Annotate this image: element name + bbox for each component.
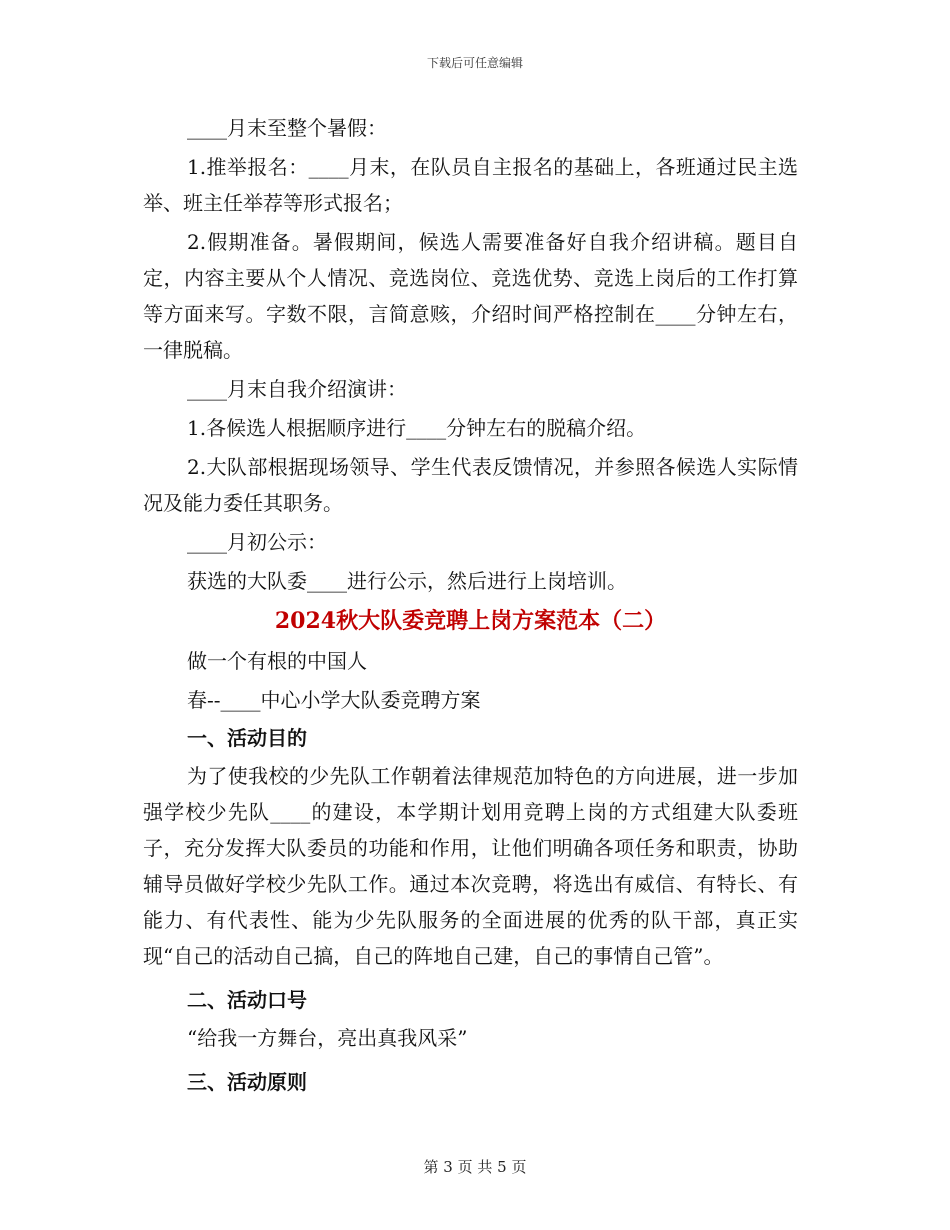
paragraph: 1.各候选人根据顺序进行____分钟左右的脱稿介绍。 — [187, 416, 647, 440]
paragraph: 2.大队部根据现场领导、学生代表反馈情况，并参照各候选人实际情况及能力委任其职务。 — [143, 455, 798, 515]
section-title: 2024秋大队委竞聘上岗方案范本（二） — [274, 608, 667, 634]
paragraph: ____月末自我介绍演讲： — [187, 377, 407, 401]
paragraph: 为了使我校的少先队工作朝着法律规范加特色的方向进展，进一步加强学校少先队____的建设，本学期计划用竞聘上岗的方式组建大队委班子，充分发挥大队委员的功能和作用，让他们明确各项任务和职责，协助辅导员做好学校少先队工作。通过本次竞聘，将选出有威信、有特长、有能力、有代表性、能为少先队服务的全面进展的优秀的队干部，真正实现“自己的活动自己搞，自己的阵地自己建，自己的事情自己管”。 — [143, 764, 798, 968]
paragraph: ____月初公示： — [187, 530, 327, 554]
paragraph: 获选的大队委____进行公示，然后进行上岗培训。 — [187, 569, 627, 593]
paragraph: 春--____中心小学大队委竞聘方案 — [187, 688, 481, 712]
paragraph: “给我一方舞台，亮出真我风采” — [187, 1026, 468, 1050]
paragraph: 1.推举报名：____月末，在队员自主报名的基础上，各班通过民主选举、班主任举荐等形式报名； — [143, 155, 798, 215]
page-footer: 第 3 页 共 5 页 — [423, 1158, 527, 1176]
document-body — [143, 110, 798, 1102]
section-heading: 二、活动口号 — [187, 988, 307, 1012]
page-header: 下载后可任意编辑 — [426, 56, 523, 70]
paragraph: 做一个有根的中国人 — [187, 649, 367, 673]
paragraph: 2.假期准备。暑假期间，候选人需要准备好自我介绍讲稿。题目自定，内容主要从个人情况、竞选岗位、竞选优势、竞选上岗后的工作打算等方面来写。字数不限，言简意赅，介绍时间严格控制在____分钟左右，一律脱稿。 — [143, 230, 798, 362]
section-heading: 一、活动目的 — [187, 726, 307, 750]
paragraph: ____月末至整个暑假： — [187, 116, 387, 140]
section-heading: 三、活动原则 — [187, 1070, 307, 1094]
